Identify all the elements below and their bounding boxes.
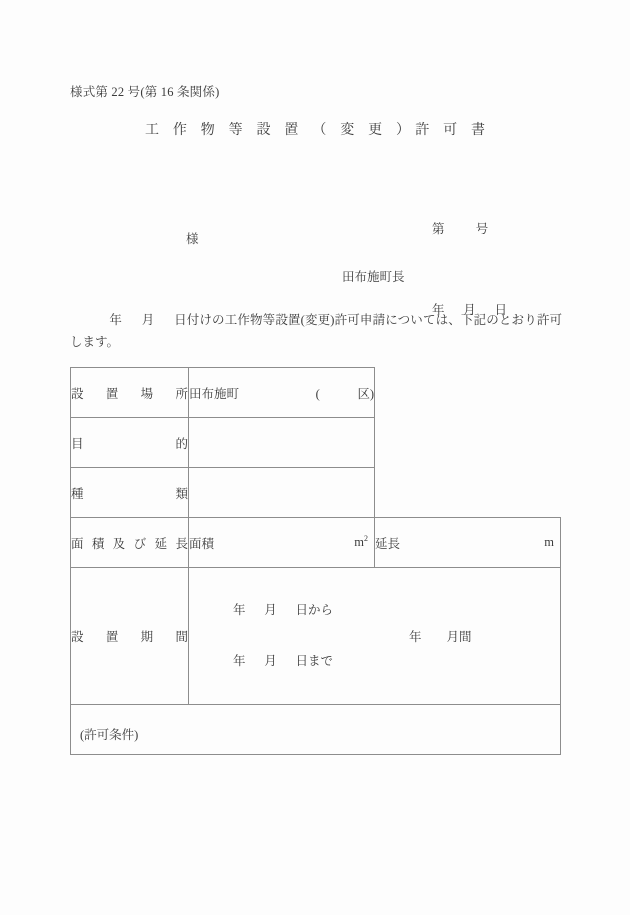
- area-label: 面積: [189, 536, 215, 551]
- label-char: 類: [175, 486, 188, 501]
- label-char: 設: [71, 386, 84, 401]
- label-char: 種: [71, 486, 84, 501]
- table-row: [71, 468, 561, 518]
- label-char: 期: [140, 630, 154, 644]
- period-dates: [233, 568, 333, 704]
- period-date-from: 年 月 日から: [233, 603, 334, 617]
- row-value-purpose[interactable]: [189, 418, 375, 468]
- addressee-honorific: 様: [186, 232, 199, 246]
- label-char: 及: [112, 536, 126, 551]
- label-char: 置: [105, 630, 119, 644]
- label-char: 所: [175, 386, 188, 401]
- length-label: 延長: [375, 536, 401, 551]
- label-char: 置: [105, 386, 119, 401]
- permit-detail-table: [70, 367, 561, 755]
- location-district: ( 区): [315, 386, 374, 401]
- label-char: 場: [140, 386, 154, 401]
- label-char: 設: [71, 630, 84, 644]
- row-label-area-and-length: [71, 518, 189, 568]
- permit-conditions-cell[interactable]: [71, 705, 561, 755]
- page-title: 工 作 物 等 設 置 （ 変 更 ）許 可 書: [144, 123, 491, 138]
- table-row: [71, 568, 561, 705]
- form-number: 様式第 22 号(第 16 条関係): [70, 85, 220, 99]
- row-label-purpose: [71, 418, 189, 468]
- permit-conditions-label: (許可条件): [80, 728, 139, 742]
- area-unit-exponent: 2: [364, 533, 368, 543]
- label-char: 延: [154, 536, 168, 551]
- label-char: 間: [175, 630, 188, 644]
- label-char: 積: [91, 536, 105, 551]
- label-char: 長: [175, 536, 188, 551]
- period-total-duration: 年 月間: [409, 630, 472, 644]
- label-char: び: [133, 536, 147, 551]
- table-row: [71, 368, 561, 418]
- row-label-installation-period: [71, 568, 189, 705]
- reference-date-line: 年 月 日: [432, 303, 508, 317]
- table-row: [71, 518, 561, 568]
- reference-number-line: 第 号: [432, 222, 489, 236]
- label-char: 面: [71, 536, 84, 551]
- row-value-installation-period[interactable]: [189, 568, 561, 705]
- row-value-length[interactable]: [375, 518, 561, 568]
- period-date-to: 年 月 日まで: [233, 654, 334, 668]
- label-char: 的: [175, 436, 188, 451]
- location-town: 田布施町: [189, 386, 240, 401]
- body-paragraph: 年 月 日付けの工作物等設置(変更)許可申請については、下記のとおり許可します。: [70, 313, 563, 349]
- issuer-name: 田布施町長: [342, 270, 405, 284]
- row-label-type: [71, 468, 189, 518]
- label-char: 目: [71, 436, 84, 451]
- row-value-type[interactable]: [189, 468, 375, 518]
- row-value-area[interactable]: [189, 518, 375, 568]
- row-label-installation-location: [71, 368, 189, 418]
- table-row: [71, 705, 561, 755]
- area-unit: $m^2$: [354, 533, 368, 549]
- row-value-installation-location[interactable]: [189, 368, 375, 418]
- length-unit: m: [544, 535, 554, 549]
- table-row: [71, 418, 561, 468]
